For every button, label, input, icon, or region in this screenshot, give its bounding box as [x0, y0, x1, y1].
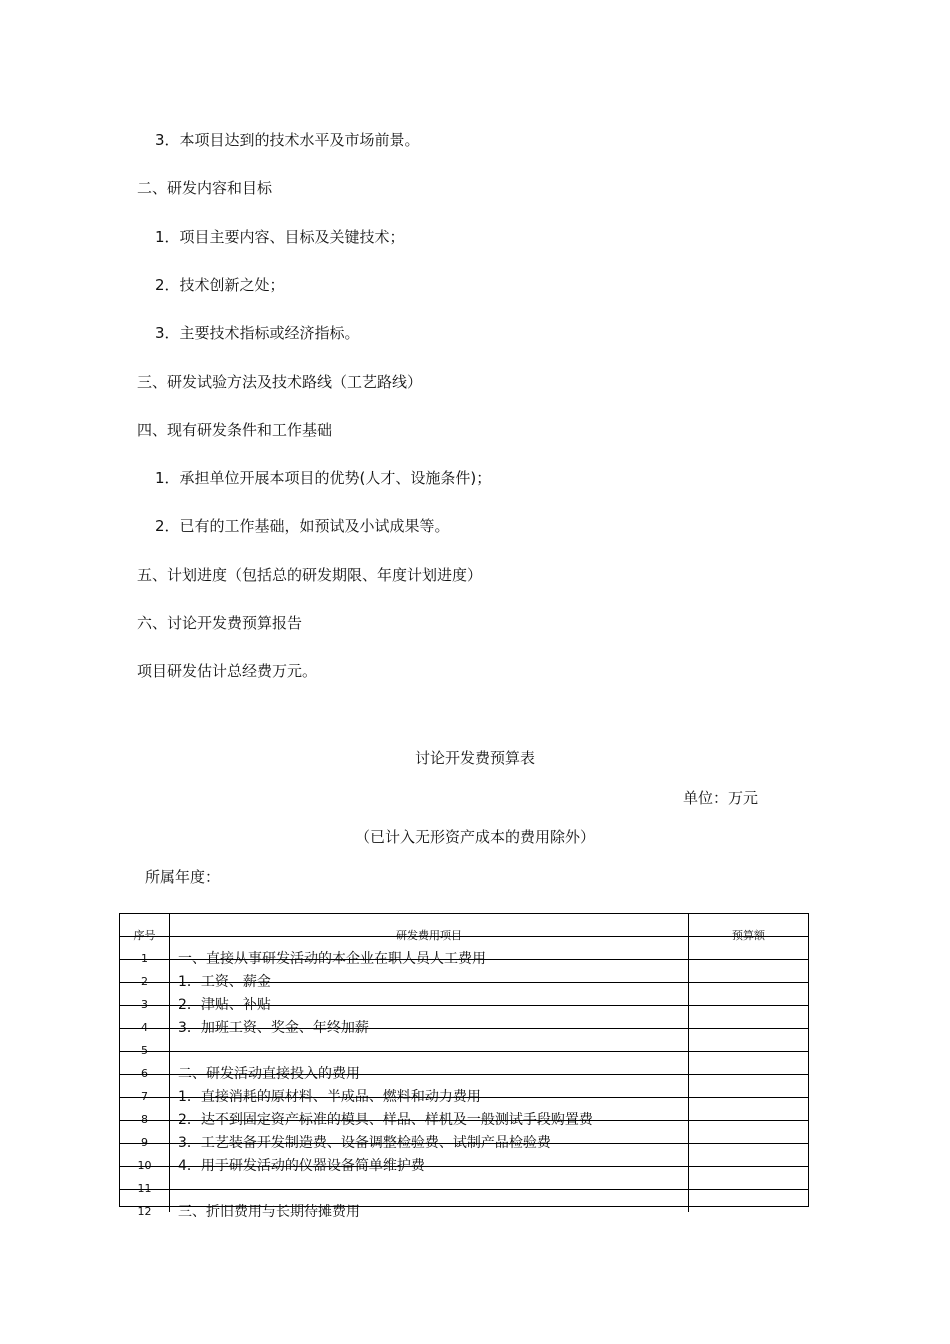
table-row	[120, 1005, 808, 1036]
table-row	[120, 982, 808, 1013]
table-header-row	[120, 914, 808, 942]
heading-budget-report: 六、讨论开发费预算报告	[137, 614, 303, 632]
heading-rd-content: 二、研发内容和目标	[137, 179, 273, 197]
row-item: 2．津贴、补贴	[178, 997, 271, 1013]
row-item: 3．工艺装备开发制造费、设备调整检验费、试制产品检验费	[178, 1135, 551, 1151]
table-row	[120, 1074, 808, 1105]
table-row	[120, 1028, 808, 1057]
table-row	[120, 1143, 808, 1174]
table-row	[120, 1189, 808, 1220]
table-row	[120, 1166, 808, 1195]
row-item: 3．加班工资、奖金、年终加薪	[178, 1020, 369, 1036]
row-amount[interactable]	[689, 1190, 808, 1212]
paragraph-advantages: 1．承担单位开展本项目的优势(人才、设施条件)；	[155, 469, 492, 487]
row-amount[interactable]	[689, 1098, 808, 1120]
row-amount[interactable]	[689, 1029, 808, 1051]
table-row	[120, 959, 808, 990]
row-item: 1．直接消耗的原材料、半成品、燃料和动力费用	[178, 1089, 481, 1105]
header-item: 研发费用项目	[396, 929, 462, 942]
paragraph-main-content: 1．项目主要内容、目标及关键技术；	[155, 228, 405, 246]
row-item: 三、折旧费用与长期待摊费用	[178, 1204, 360, 1220]
row-amount[interactable]	[689, 937, 808, 959]
header-no: 序号	[133, 929, 156, 942]
budget-table-title: 讨论开发费预算表	[414, 749, 535, 767]
row-item: 二、研发活动直接投入的费用	[178, 1066, 360, 1082]
row-no: 8	[141, 1113, 148, 1126]
paragraph-total-budget: 项目研发估计总经费万元。	[137, 662, 318, 680]
heading-methods: 三、研发试验方法及技术路线（工艺路线）	[137, 373, 423, 391]
row-no: 5	[141, 1044, 148, 1057]
year-label: 所属年度：	[145, 868, 221, 886]
row-item: 4．用于研发活动的仪器设备简单维护费	[178, 1158, 425, 1174]
heading-conditions: 四、现有研发条件和工作基础	[137, 421, 333, 439]
table-row	[120, 936, 808, 967]
table-row	[120, 1051, 808, 1082]
table-row	[120, 1120, 808, 1151]
row-no: 11	[137, 1182, 152, 1195]
row-no: 1	[141, 952, 148, 965]
row-no: 2	[141, 975, 148, 988]
paragraph-3-tech-level: 3．本项目达到的技术水平及市场前景。	[155, 131, 420, 149]
budget-table	[119, 913, 809, 1220]
paragraph-innovation: 2．技术创新之处；	[155, 276, 285, 294]
row-no: 9	[141, 1136, 148, 1149]
row-item: 一、直接从事研发活动的本企业在职人员人工费用	[178, 951, 486, 967]
paragraph-indicators: 3．主要技术指标或经济指标。	[155, 324, 360, 342]
row-no: 3	[141, 998, 148, 1011]
row-amount[interactable]	[689, 960, 808, 982]
row-no: 6	[141, 1067, 148, 1080]
row-no: 12	[137, 1205, 152, 1218]
row-no: 10	[137, 1159, 152, 1172]
row-amount[interactable]	[689, 1121, 808, 1143]
budget-note: （已计入无形资产成本的费用除外）	[354, 828, 595, 846]
row-amount[interactable]	[689, 1144, 808, 1166]
row-amount[interactable]	[689, 1075, 808, 1097]
paragraph-existing-work: 2．已有的工作基础，如预试及小试成果等。	[155, 517, 450, 535]
row-amount[interactable]	[689, 1167, 808, 1189]
row-no: 4	[141, 1021, 148, 1034]
budget-unit: 单位：万元	[683, 789, 759, 807]
row-item: 1．工资、薪金	[178, 974, 271, 990]
row-amount[interactable]	[689, 983, 808, 1005]
row-item: 2．达不到固定资产标准的模具、样品、样机及一般测试手段购置费	[178, 1112, 593, 1128]
header-amount: 预算额	[732, 929, 765, 942]
heading-schedule: 五、计划进度（包括总的研发期限、年度计划进度）	[137, 566, 483, 584]
row-no: 7	[141, 1090, 148, 1103]
row-amount[interactable]	[689, 1006, 808, 1028]
table-row	[120, 1097, 808, 1128]
row-amount[interactable]	[689, 1052, 808, 1074]
